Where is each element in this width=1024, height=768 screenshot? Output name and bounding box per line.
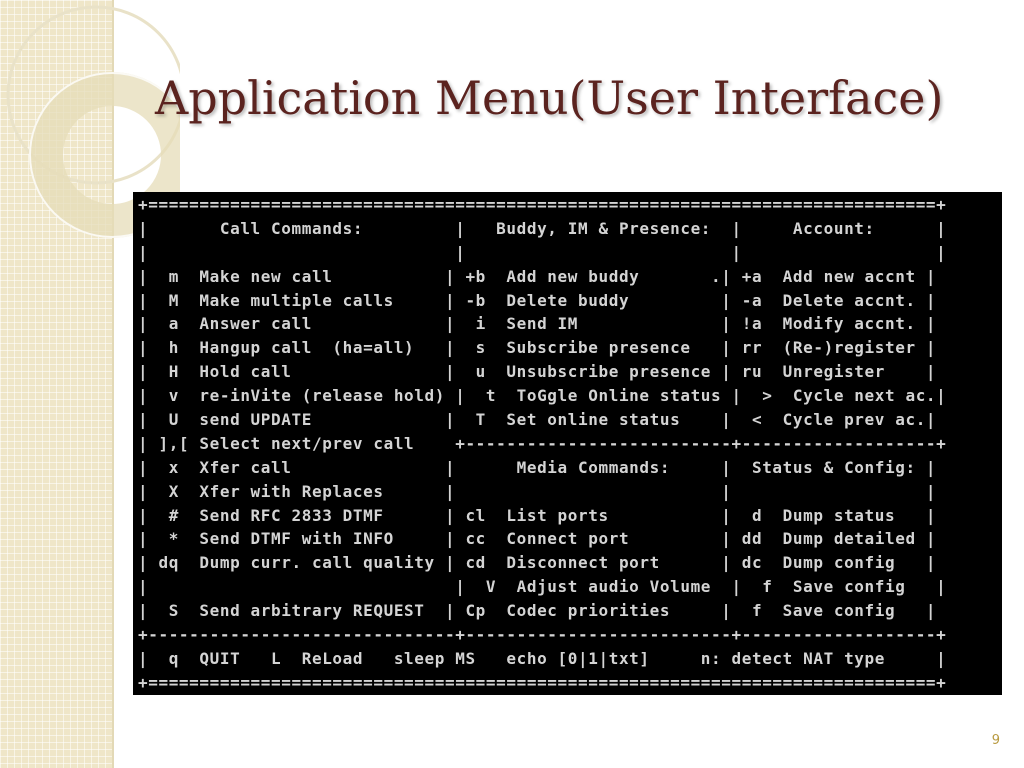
console-line: +=============================================================================+ — [138, 195, 947, 214]
console-line: | # Send RFC 2833 DTMF | cl List ports | d Dump status | — [138, 505, 937, 525]
terminal-screenshot — [133, 192, 1002, 695]
console-line: | H Hold call | u Unsubscribe presence | ru Unregister | — [138, 362, 937, 382]
console-line: +=============================================================================+ — [138, 672, 947, 692]
slide-page-number: 9 — [991, 733, 1000, 748]
console-line: | ],[ Select next/prev call +--------------------------+-------------------+ — [138, 433, 947, 453]
slide-title: Application Menu(User Interface) — [155, 71, 944, 125]
console-line: | S Send arbitrary REQUEST | Cp Codec priorities | f Save config | — [138, 601, 937, 621]
console-menu-text — [138, 193, 946, 695]
console-line: | | V Adjust audio Volume | f Save config | — [138, 577, 947, 597]
console-line: | M Make multiple calls | -b Delete buddy | -a Delete accnt. | — [138, 290, 937, 310]
console-line: | | | | — [138, 242, 947, 262]
console-line: | a Answer call | i Send IM | !a Modify accnt. | — [138, 314, 937, 334]
console-line: | v re-inVite (release hold) | t ToGgle Online status | > Cycle next ac.| — [138, 386, 947, 406]
console-line: | Call Commands: | Buddy, IM & Presence: | Account: | — [138, 218, 947, 238]
console-line: | m Make new call | +b Add new buddy .| +a Add new accnt | — [138, 266, 937, 286]
console-line: | q QUIT L ReLoad sleep MS echo [0|1|txt] n: detect NAT type | — [138, 648, 947, 668]
console-line: | * Send DTMF with INFO | cc Connect port | dd Dump detailed | — [138, 529, 937, 549]
console-line: | U send UPDATE | T Set online status | < Cycle prev ac.| — [138, 410, 937, 430]
console-line: | x Xfer call | Media Commands: | Status & Config: | — [138, 457, 937, 477]
console-line: +------------------------------+--------------------------+-------------------+ — [138, 625, 947, 645]
console-line: | h Hangup call (ha=all) | s Subscribe presence | rr (Re-)register | — [138, 338, 937, 358]
console-line: | X Xfer with Replaces | | | — [138, 481, 937, 501]
console-line: | dq Dump curr. call quality | cd Disconnect port | dc Dump config | — [138, 553, 937, 573]
